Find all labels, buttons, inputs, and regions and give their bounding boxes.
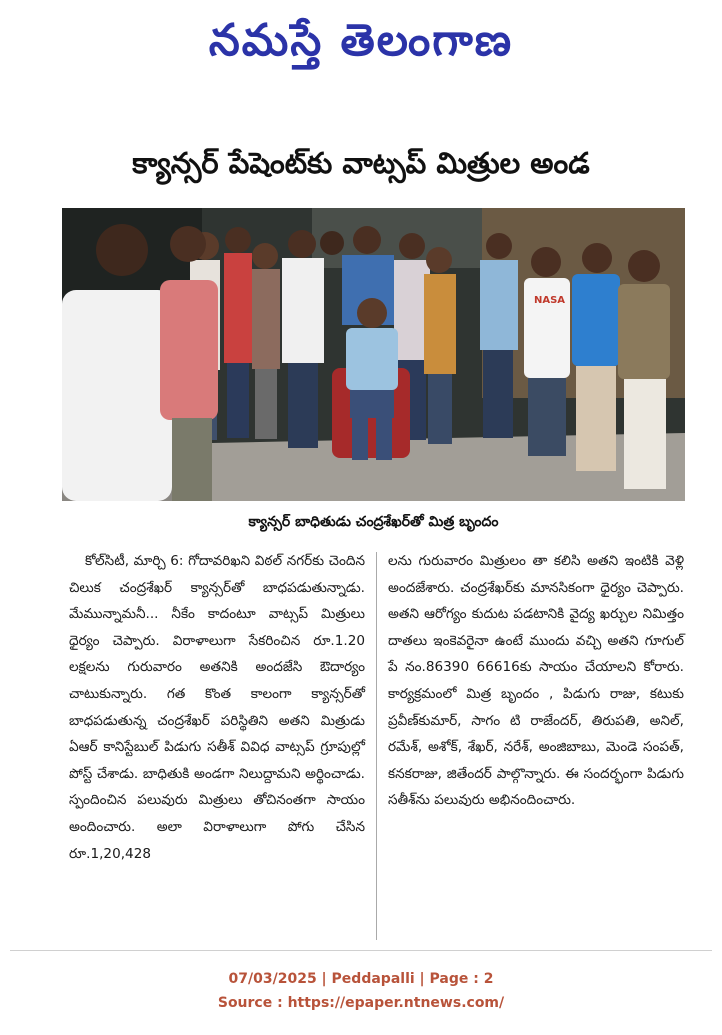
article-body-right-column [388,548,684,814]
photo-caption: క్యాన్సర్ బాధితుడు చంద్రశేఖర్‌తో మిత్ర బృందం [248,514,499,530]
masthead-logo: నమస్తే తెలంగాణ [208,15,514,66]
svg-text:NASA: NASA [534,295,566,306]
article-body-left-column [69,548,365,867]
article-headline: క్యాన్సర్ పేషెంట్‌కు వాట్సప్ మిత్రుల అండ [132,146,590,180]
footer-source-line[interactable]: Source : https://epaper.ntnews.com/ [217,995,505,1011]
article-photo [62,208,685,501]
footer-date-line: 07/03/2025 | Peddapalli | Page : 2 [228,971,494,987]
footer-divider [10,950,712,951]
column-divider [376,552,377,940]
article-paragraph-right: లను గురువారం మిత్రులం తా కలిసి అతని ఇంటికి వెళ్లి అందజేశారు. చంద్రశేఖర్‌కు మానసికంగా ధైర్యం చెప్పారు. అతని ఆరోగ్యం కుదుట పడటానికి వైద్య ఖర్చుల నిమిత్తం దాతలు ఇంకెవరైనా ఉంటే ముందు వచ్చి అతని గూగుల్ పే నం.86390 66616కు సాయం చేయాలని కోరారు. కార్యక్రమంలో మిత్ర బృందం , పిడుగు రాజు, కటుకు ప్రవీణ్‌కుమార్, సాగం టి రాజేందర్, తిరుపతి, అనిల్, రమేశ్, అశోక్, శేఖర్, నరేశ్, అంజిబాబు, మెండె సంపత్, కనకరాజు, జితేందర్ పాల్గొన్నారు. ఈ సందర్భంగా పిడుగు సతీశ్‌ను పలువురు అభినందించారు. [388,553,684,809]
group-photo-illustration [62,208,685,501]
article-paragraph-left: కోల్‌సిటీ, మార్చి 6: గోదావరిఖని విఠల్ నగర్‌కు చెందిన చిలుక చంద్రశేఖర్ క్యాన్సర్‌తో బాధపడుతున్నాడు. మేమున్నామనీ... నీకేం కాదంటూ వాట్సప్ మిత్రులు ధైర్యం చెప్పారు. విరాళాలుగా సేకరించిన రూ.1.20 లక్షలను గురువారం అతనికి అందజేసి ఔదార్యం చాటుకున్నారు. గత కొంత కాలంగా క్యాన్సర్‌తో బాధపడుతున్న చంద్రశేఖర్ పరిస్థితిని అతని మిత్రుడు ఏఆర్ కానిస్టేబుల్ పిడుగు సతీశ్ వివిధ వాట్సప్ గ్రూపుల్లో పోస్ట్ చేశాడు. బాధితుకి అండగా నిలుద్దామని అర్థించాడు. స్పందించిన పలువురు మిత్రులు తోచినంతగా సాయం అందించారు. అలా విరాళాలుగా పోగు చేసిన రూ.1,20,428 [69,553,365,862]
